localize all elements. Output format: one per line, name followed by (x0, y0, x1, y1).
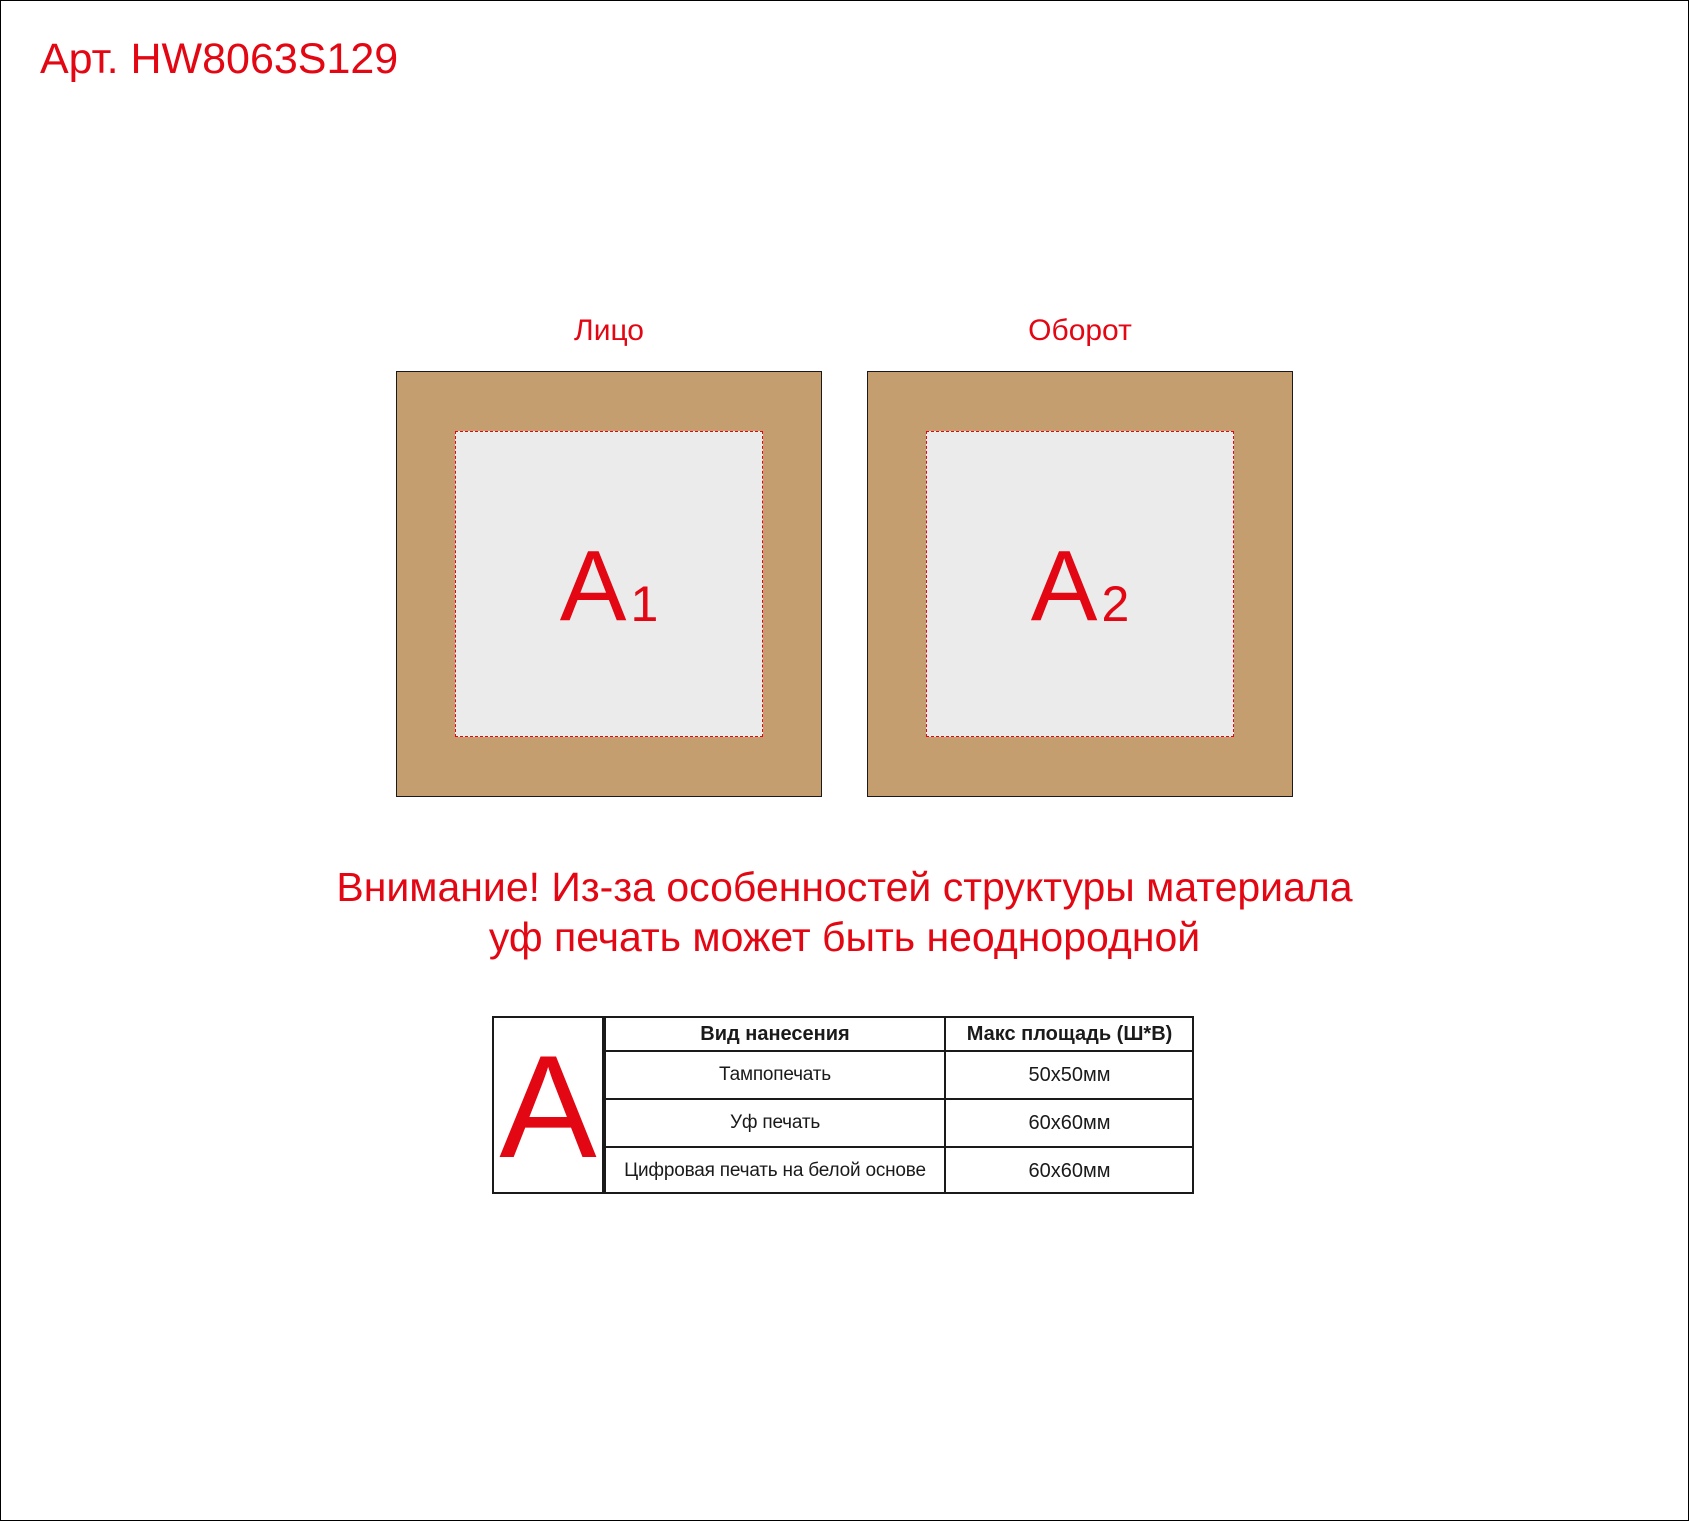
warning-text (0, 862, 1689, 962)
article-number: Арт. HW8063S129 (40, 35, 399, 83)
back-panel (867, 371, 1293, 797)
warning-line-1: Внимание! Из-за особенностей структуры материала (336, 864, 1353, 910)
header-method: Вид нанесения (605, 1018, 945, 1051)
max-area-cell: 60x60мм (945, 1099, 1193, 1147)
table-header-row (605, 1018, 1193, 1051)
method-cell: Цифровая печать на белой основе (605, 1147, 945, 1194)
table-row (605, 1147, 1193, 1194)
max-area-cell: 50x50мм (945, 1051, 1193, 1099)
back-side-label: Оборот (1028, 314, 1132, 347)
header-max-area: Макс площадь (Ш*В) (945, 1018, 1193, 1051)
spec-zone-letter: A (499, 1025, 597, 1188)
table-row (605, 1051, 1193, 1099)
spec-table (604, 1018, 1193, 1194)
method-cell: Уф печать (605, 1099, 945, 1147)
front-panel (396, 371, 822, 797)
method-cell: Тампопечать (605, 1051, 945, 1099)
back-zone-index: 2 (1101, 576, 1130, 632)
front-print-area (455, 431, 763, 737)
front-side-label: Лицо (574, 314, 644, 347)
warning-line-2: уф печать может быть неоднородной (488, 914, 1201, 960)
table-row (605, 1099, 1193, 1147)
spec-table-block (492, 1016, 1194, 1194)
spec-zone-cell (494, 1018, 604, 1192)
max-area-cell: 60x60мм (945, 1147, 1193, 1194)
front-zone-letter: A (559, 530, 627, 642)
back-print-area (926, 431, 1234, 737)
back-zone-letter: A (1030, 530, 1098, 642)
front-zone-index: 1 (630, 576, 659, 632)
